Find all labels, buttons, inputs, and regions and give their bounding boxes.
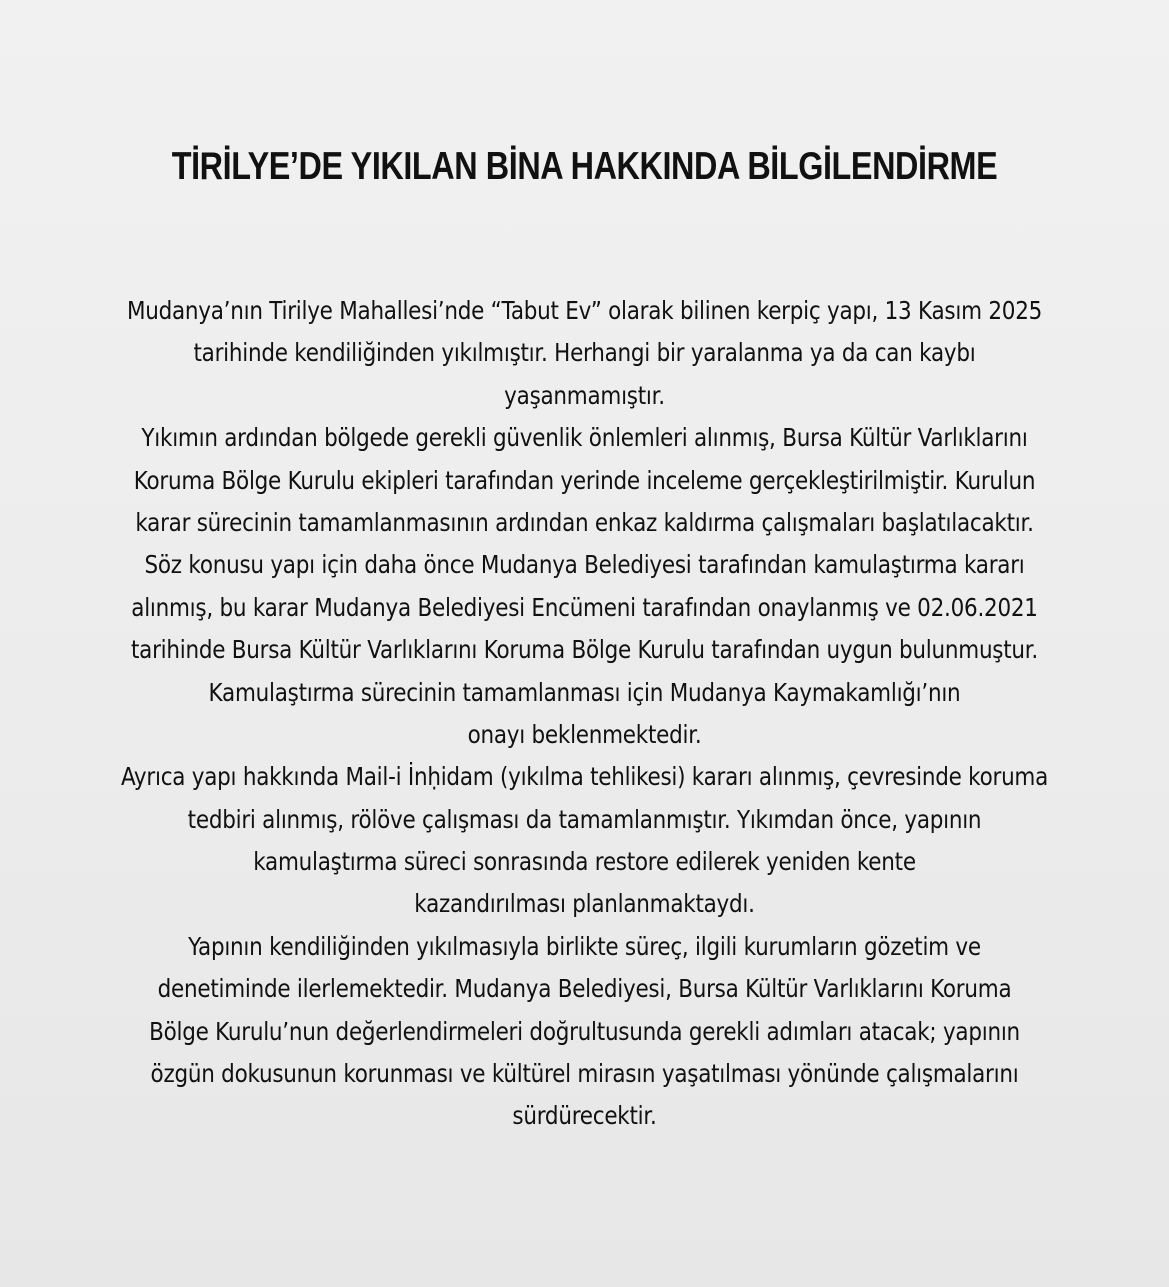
page-title: TİRİLYE’DE YIKILAN BİNA HAKKINDA BİLGİLENDİRME (171, 145, 998, 188)
body-line: Mudanya’nın Tirilye Mahallesi’nde “Tabut Ev” olarak bilinen kerpiç yapı, 13 Kasım 2025 (126, 296, 1043, 325)
body-line: tedbiri alınmış, rölöve çalışması da tamamlanmıştır. Yıkımdan önce, yapının (187, 804, 982, 834)
body-line: Yapının kendiliğinden yıkılmasıyla birlikte süreç, ilgili kurumların gözetim ve (188, 931, 981, 961)
body-line: Bölge Kurulu’nun değerlendirmeleri doğrultusunda gerekli adımları atacak; yapının (149, 1016, 1020, 1046)
body-line: kazandırılması planlanmaktaydı. (414, 889, 755, 919)
body-line: tarihinde Bursa Kültür Varlıklarını Koruma Bölge Kurulu tarafından uygun bulunmuştur. (130, 635, 1038, 665)
body-line: onayı beklenmektedir. (467, 719, 702, 749)
body-line: kamulaştırma süreci sonrasında restore edilerek yeniden kente (253, 847, 916, 877)
body-line: sürdürecektir. (512, 1101, 657, 1131)
body-line: yaşanmamıştır. (504, 380, 665, 410)
body-line: Koruma Bölge Kurulu ekipleri tarafından yerinde inceleme gerçekleştirilmiştir. Kurulun (133, 465, 1036, 495)
body-line: tarihinde kendiliğinden yıkılmıştır. Herhangi bir yaralanma ya da can kaybı (193, 338, 976, 368)
body-line: Yıkımın ardından bölgede gerekli güvenlik önlemleri alınmış, Bursa Kültür Varlıklarını (141, 423, 1028, 453)
body-line: özgün dokusunun korunması ve kültürel mirasın yaşatılması yönünde çalışmalarını (150, 1059, 1019, 1089)
body-line: Kamulaştırma sürecinin tamamlanması için Mudanya Kaymakamlığı’nın (208, 677, 961, 707)
body-line: denetiminde ilerlemektedir. Mudanya Belediyesi, Bursa Kültür Varlıklarını Koruma (157, 974, 1012, 1004)
body-line: Ayrıca yapı hakkında Mail-i İnḥidam (yıkılma tehlikesi) kararı alınmış, çevresinde koruma (120, 762, 1049, 792)
body-line: alınmış, bu karar Mudanya Belediyesi Encümeni tarafından onaylanmış ve 02.06.2021 (131, 592, 1038, 622)
announcement-body (0, 290, 1169, 1138)
body-line: Söz konusu yapı için daha önce Mudanya Belediyesi tarafından kamulaştırma kararı (144, 550, 1025, 580)
body-line: karar sürecinin tamamlanmasının ardından enkaz kaldırma çalışmaları başlatılacaktır. (135, 507, 1034, 537)
